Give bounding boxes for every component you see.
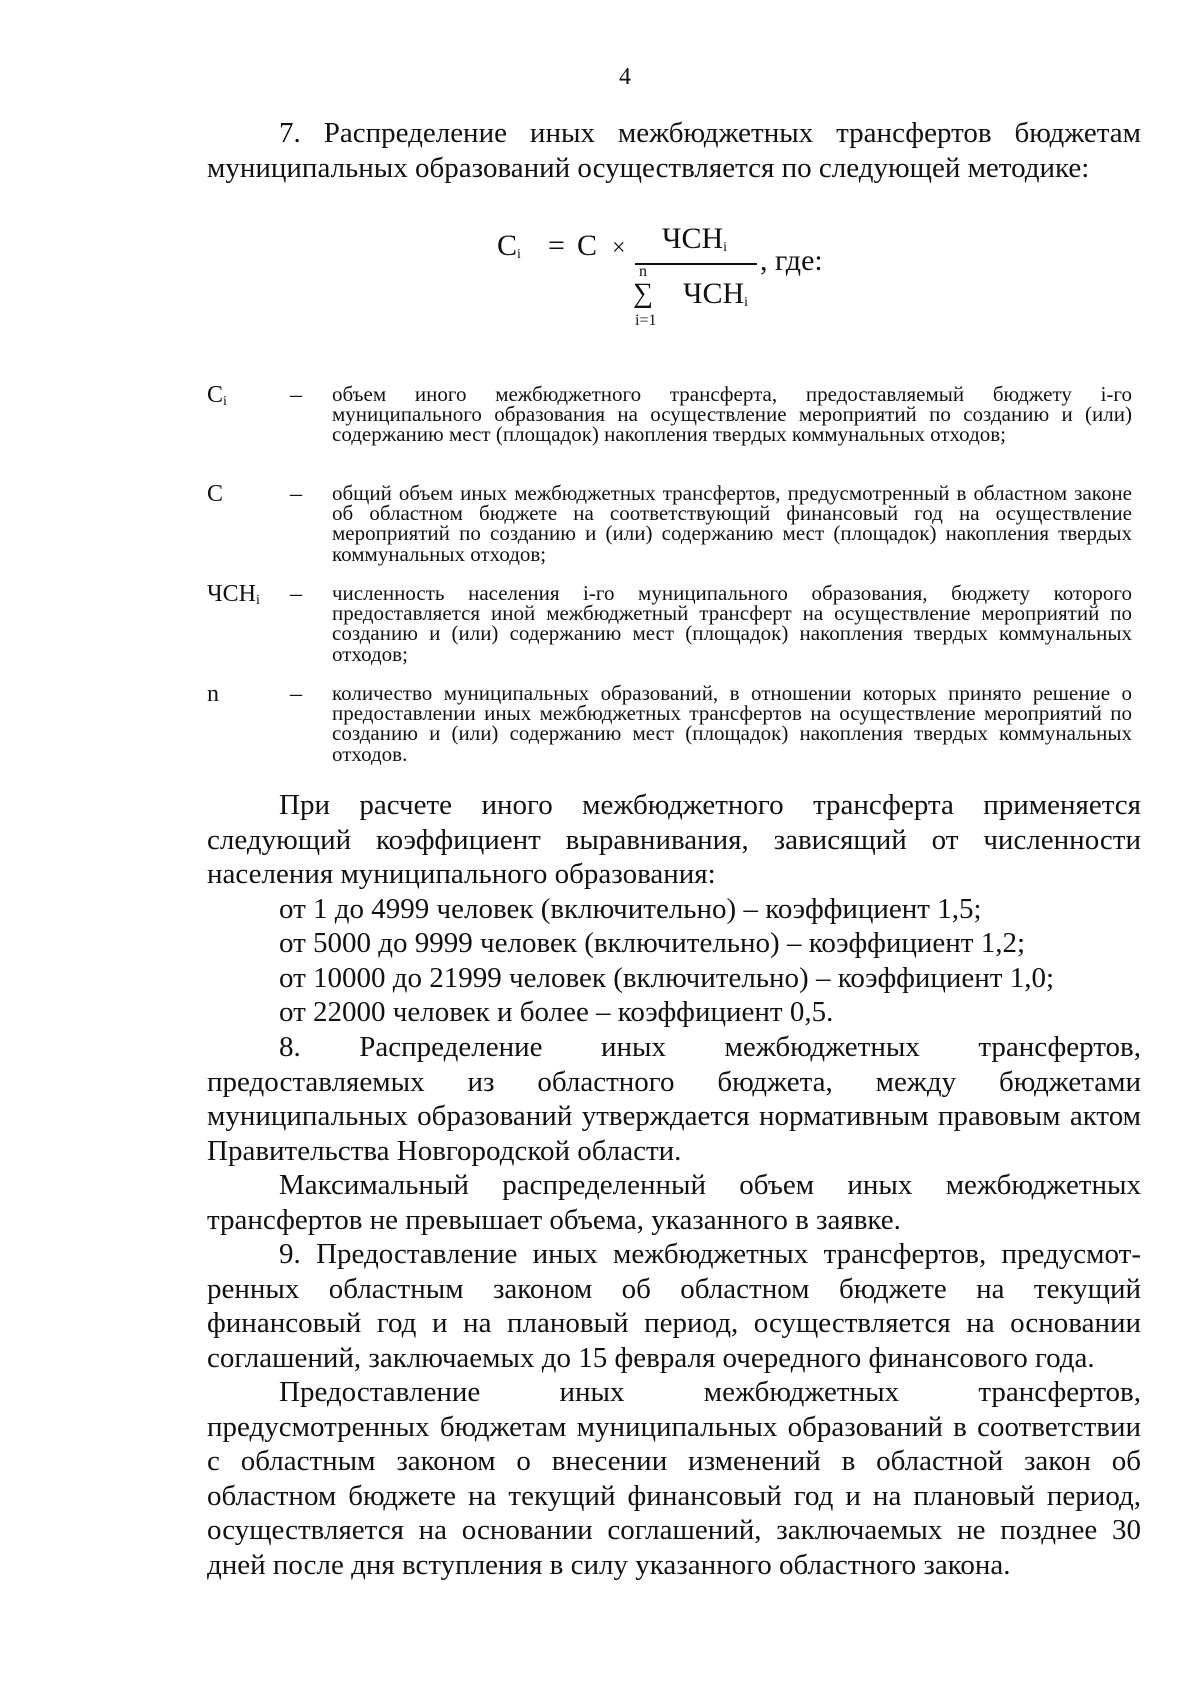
fraction-bar xyxy=(635,263,757,265)
formula-lhs: $C_i$ xyxy=(497,229,521,262)
formula-numerator: $ЧСН_i$ xyxy=(662,222,728,255)
definition-text: численность населения i-го муниципального образования, бюджету которого предоставляется иной межбюджетный трансферт на осуществление мероприятий по созданию и (или) содержанию мест (площадок) накопления твердых коммунальных отходов; xyxy=(332,581,1132,666)
coefficient-line: от 10000 до 21999 человек (включительно) – коэффициент 1,0; xyxy=(279,962,1055,994)
coefficient-line: от 5000 до 9999 человек (включительно) – коэффициент 1,2; xyxy=(279,927,1026,959)
definition-dash: – xyxy=(290,382,302,408)
sum-sign: ∑ xyxy=(633,278,653,309)
definition-symbol: C xyxy=(207,481,224,507)
formula-suffix: , где: xyxy=(760,244,823,277)
distribution-formula xyxy=(0,0,1200,360)
definition-symbol: n xyxy=(207,681,219,707)
coefficient-intro: При расчете иного межбюджетного трансферта применяется следующий коэффициент выравнивания, зависящий от численности населения муниципального образования: xyxy=(207,789,1141,890)
formula-c: C xyxy=(577,229,598,262)
definition-text: количество муниципальных образований, в отношении которых принято решение о предоставлении иных межбюджетных трансфертов на осуществление мероприятий по созданию и (или) содержанию мест (площадок) накопления твердых коммунальных отходов. xyxy=(332,681,1132,766)
definition-dash: – xyxy=(290,481,302,507)
sum-upper-limit: n xyxy=(639,263,647,280)
paragraph-8: 8. Распределение иных межбюджетных трансфертов, предоставляемых из областного бюджета, между бюджетами муниципальных образований утверждается нормативным правовым актом Правительства Новгородской области. xyxy=(207,1031,1141,1167)
definition-symbol: $ЧСН_i$ xyxy=(207,581,260,608)
paragraph-7: 7. Распределение иных межбюджетных трансфертов бюджетам муниципальных образований осуществляется по следующей методике: xyxy=(207,117,1141,184)
coefficient-line: от 1 до 4999 человек (включительно) – коэффициент 1,5; xyxy=(279,893,982,925)
definition-symbol: $C_i$ xyxy=(207,382,227,409)
formula-times: × xyxy=(612,235,626,261)
sum-lower-limit: i=1 xyxy=(635,312,657,329)
definition-text: общий объем иных межбюджетных трансфертов, предусмотренный в областном законе об областном бюджете на соответствующий финансовый год на осуществление мероприятий по созданию и (или) содержанию мест (площадок) накопления твердых коммунальных отходов; xyxy=(332,481,1132,566)
formula-equals: = xyxy=(548,229,565,262)
definition-text: объем иного межбюджетного трансферта, предоставляемый бюджету i-го муниципального образования на осуществление мероприятий по созданию и (или) содержанию мест (площадок) накопления твердых коммунальных отходов; xyxy=(332,382,1132,447)
paragraph-8-max: Максимальный распределенный объем иных межбюджетных трансфертов не превышает объема, указанного в заявке. xyxy=(207,1169,1141,1236)
paragraph-9-2: Предоставление иных межбюджетных трансфертов, предусмотренных бюджетам муниципальных образований в соответствии с областным законом о внесении изменений в областной закон об областном бюджете на текущий финансовый год и на плановый период, осуществляется на основании соглашений, заключаемых не позднее 30 дней после дня вступления в силу указанного областного закона. xyxy=(207,1376,1141,1581)
definition-dash: – xyxy=(290,581,302,607)
definition-dash: – xyxy=(290,681,302,707)
formula-denominator: $ЧСН_i$ xyxy=(683,277,749,310)
page-number: 4 xyxy=(619,64,631,90)
paragraph-9: 9. Предоставление иных межбюджетных трансфертов, предусмотренных областным законом об областном бюджете на текущий финансовый год и на плановый период, осуществляется на основании соглашений, заключаемых до 15 февраля очередного финансового года. xyxy=(207,1238,1141,1374)
coefficient-line: от 22000 человек и более – коэффициент 0,5. xyxy=(279,996,834,1028)
